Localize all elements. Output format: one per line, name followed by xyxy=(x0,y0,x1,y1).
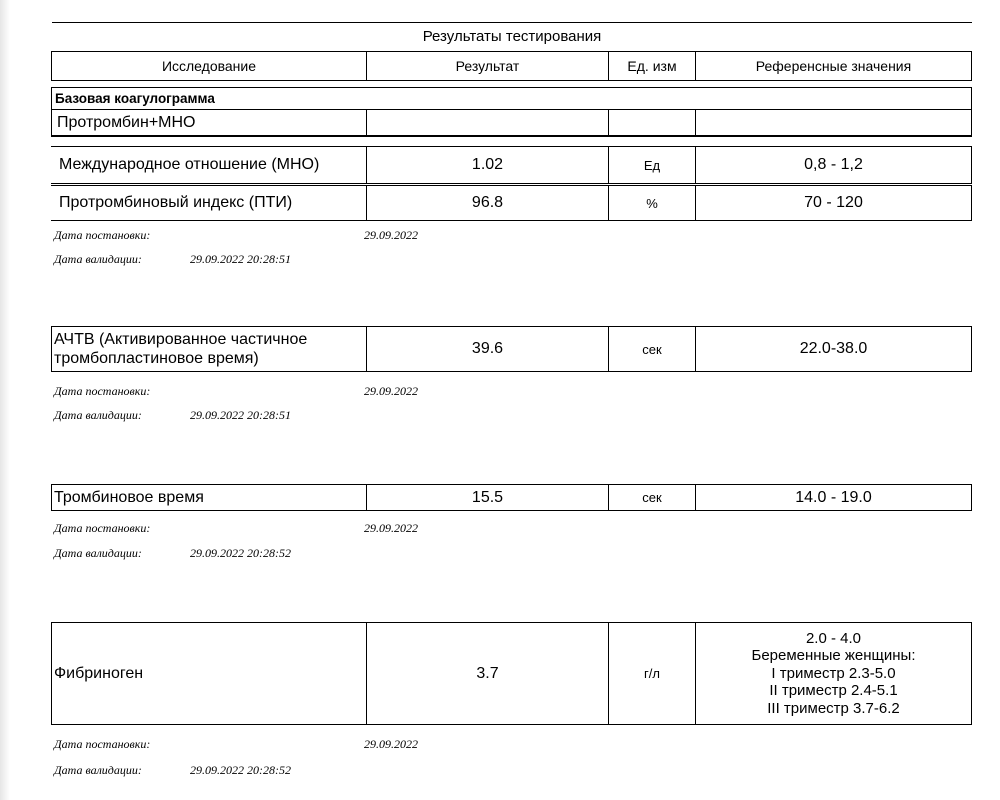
table-row-ref: 70 - 120 xyxy=(695,185,972,221)
ref-line: 2.0 - 4.0 xyxy=(805,629,862,647)
report-title: Результаты тестирования xyxy=(422,28,602,45)
table-row-unit: сек xyxy=(608,326,696,372)
table-row-name: Международное отношение (МНО) xyxy=(51,146,367,184)
table-row-unit: г/л xyxy=(608,622,696,725)
header-result: Результат xyxy=(366,51,609,81)
ref-line: Беременные женщины: xyxy=(751,647,916,665)
validated-date-label: Дата валидации: xyxy=(54,546,142,560)
table-row-name: Тромбиновое время xyxy=(51,484,367,511)
page-edge-shadow xyxy=(0,0,10,800)
table-row-name-line1: АЧТВ (Активированное частичное xyxy=(54,331,308,348)
table-row-unit: Ед xyxy=(608,146,696,184)
posted-date-label: Дата постановки: xyxy=(54,228,151,242)
posted-date-value: 29.09.2022 xyxy=(364,737,418,751)
ref-line: I триместр 2.3-5.0 xyxy=(771,664,896,682)
posted-date-label: Дата постановки: xyxy=(54,521,151,535)
validated-date-value: 29.09.2022 20:28:52 xyxy=(190,763,291,777)
posted-date-value: 29.09.2022 xyxy=(364,521,418,535)
table-row-result: 15.5 xyxy=(366,484,609,511)
table-row-result: 39.6 xyxy=(366,326,609,372)
table-row-ref: 0,8 - 1,2 xyxy=(695,146,972,184)
group-row-result xyxy=(366,110,609,137)
group-row-unit xyxy=(608,110,696,137)
header-test: Исследование xyxy=(51,51,367,81)
table-row-name xyxy=(51,326,367,372)
posted-date-value: 29.09.2022 xyxy=(364,228,418,242)
table-row-unit: % xyxy=(608,185,696,221)
validated-date-value: 29.09.2022 20:28:51 xyxy=(190,408,291,422)
posted-date-value: 29.09.2022 xyxy=(364,384,418,398)
table-row-ref: 22.0-38.0 xyxy=(695,326,972,372)
validated-date-label: Дата валидации: xyxy=(54,408,142,422)
table-row-name: Фибриноген xyxy=(51,622,367,725)
table-row-ref: 14.0 - 19.0 xyxy=(695,484,972,511)
table-row-name-line2: тромбопластиновое время) xyxy=(54,350,259,367)
table-row-result: 3.7 xyxy=(366,622,609,725)
ref-line: II триместр 2.4-5.1 xyxy=(769,682,898,700)
table-row-name: Протромбиновый индекс (ПТИ) xyxy=(51,185,367,221)
posted-date-label: Дата постановки: xyxy=(54,384,151,398)
posted-date-label: Дата постановки: xyxy=(54,737,151,751)
validated-date-value: 29.09.2022 20:28:52 xyxy=(190,546,291,560)
group-row-ref xyxy=(695,110,972,137)
top-rule xyxy=(52,22,972,23)
validated-date-value: 29.09.2022 20:28:51 xyxy=(190,252,291,266)
ref-line: III триместр 3.7-6.2 xyxy=(767,699,900,717)
header-reference: Референсные значения xyxy=(695,51,972,81)
table-row-result: 1.02 xyxy=(366,146,609,184)
header-unit: Ед. изм xyxy=(608,51,696,81)
validated-date-label: Дата валидации: xyxy=(54,763,142,777)
section-title: Базовая коагулограмма xyxy=(51,87,972,110)
table-row-result: 96.8 xyxy=(366,185,609,221)
validated-date-label: Дата валидации: xyxy=(54,252,142,266)
table-row-unit: сек xyxy=(608,484,696,511)
group-row-name: Протромбин+МНО xyxy=(51,110,367,137)
table-row-ref xyxy=(695,622,972,725)
